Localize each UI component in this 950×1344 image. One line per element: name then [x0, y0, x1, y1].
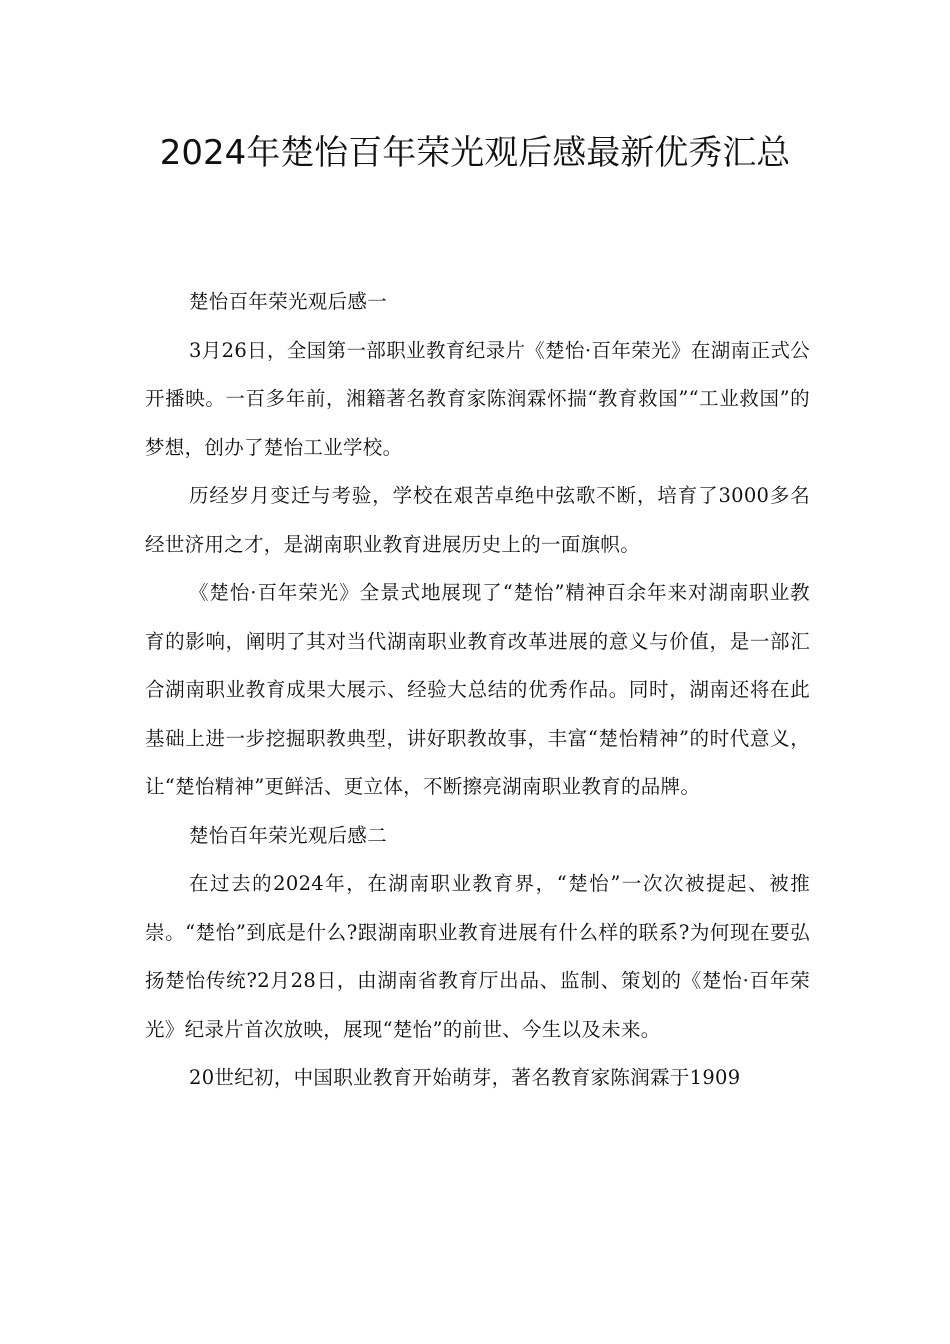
- document-body: [145, 278, 810, 1103]
- document-title: 2024年楚怡百年荣光观后感最新优秀汇总: [159, 133, 791, 173]
- paragraph: 《楚怡·百年荣光》全景式地展现了“楚怡”精神百余年来对湖南职业教育的影响，阐明了其对当代湖南职业教育改革进展的意义与价值，是一部汇合湖南职业教育成果大展示、经验大总结的优秀作品。同时，湖南还将在此基础上进一步挖掘职教典型，讲好职教故事，丰富“楚怡精神”的时代意义，让“楚怡精神”更鲜活、更立体，不断擦亮湖南职业教育的品牌。: [145, 581, 810, 798]
- paragraph: 历经岁月变迁与考验，学校在艰苦卓绝中弦歌不断，培育了3000多名经世济用之才，是湖南职业教育进展历史上的一面旗帜。: [145, 484, 810, 556]
- section-heading-2: 楚怡百年荣光观后感二: [189, 823, 388, 847]
- paragraph: 在过去的2024年，在湖南职业教育界，“楚怡”一次次被提起、被推崇。“楚怡”到底是什么?跟湖南职业教育进展有什么样的联系?为何现在要弘扬楚怡传统?2月28日，由湖南省教育厅出品、监制、策划的《楚怡·百年荣光》纪录片首次放映，展现“楚怡”的前世、今生以及未来。: [145, 872, 810, 1041]
- paragraph: 3月26日，全国第一部职业教育纪录片《楚怡·百年荣光》在湖南正式公开播映。一百多年前，湘籍著名教育家陈润霖怀揣“教育救国”“工业救国”的梦想，创办了楚怡工业学校。: [145, 338, 810, 459]
- paragraph: 20世纪初，中国职业教育开始萌芽，著名教育家陈润霖于1909: [189, 1066, 741, 1089]
- section-heading-1: 楚怡百年荣光观后感一: [189, 290, 388, 313]
